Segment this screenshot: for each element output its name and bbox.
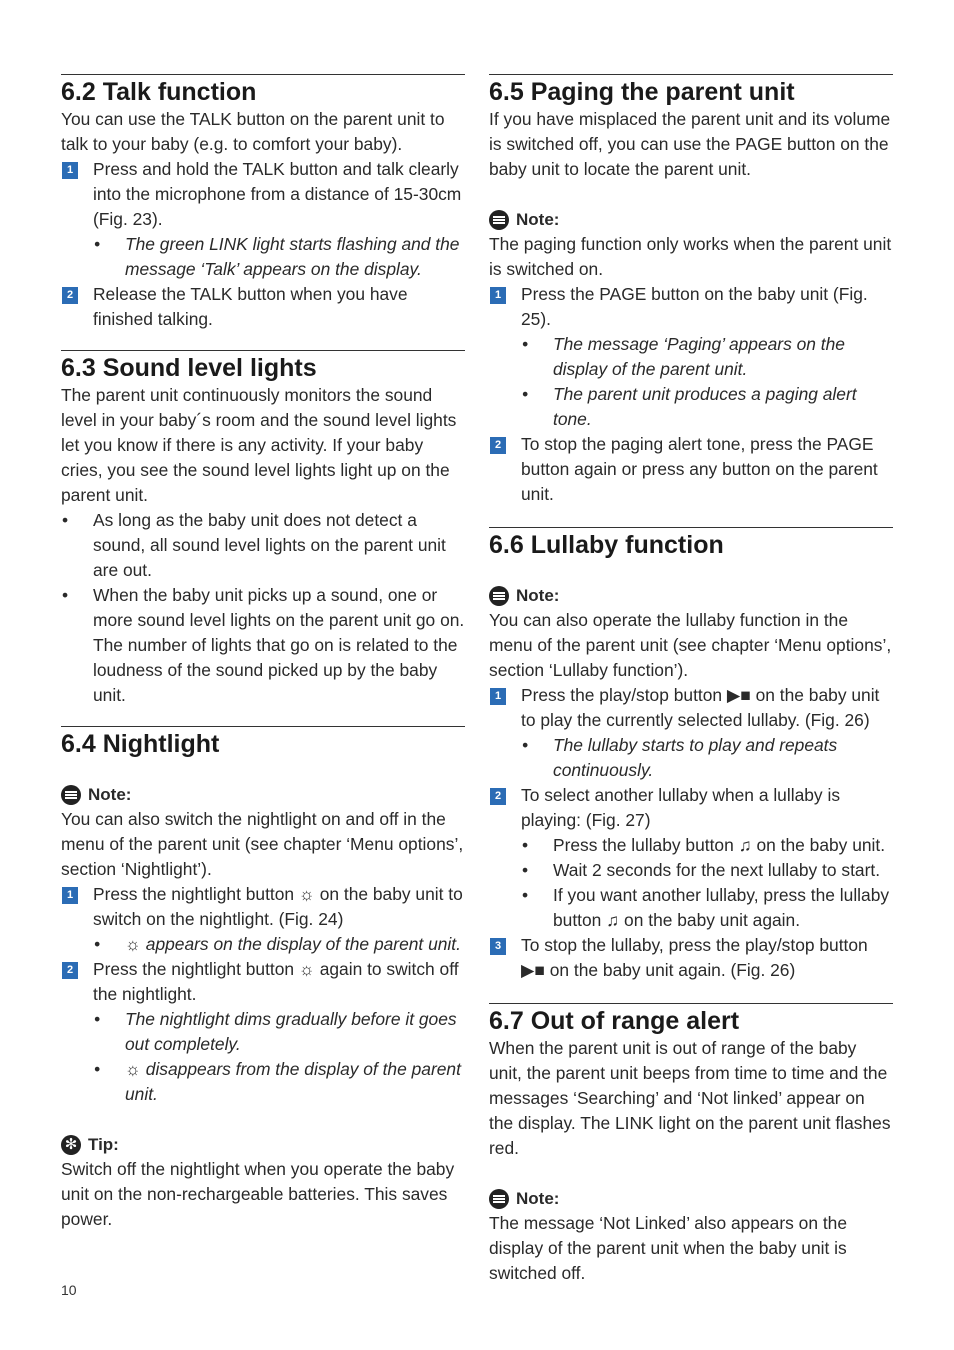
list-item: • As long as the baby unit does not detect a sound, all sound level lights on the parent unit are out. [62, 510, 446, 580]
result-bullet: • The parent unit produces a paging alert tone. [522, 384, 857, 429]
section-intro: If you have misplaced the parent unit and its volume is switched off, you can use the PAGE button on the baby unit to locate the parent unit. [489, 109, 891, 179]
section-6-2 [61, 74, 465, 332]
step-number-badge: 2 [490, 437, 506, 454]
step-number-badge: 2 [62, 962, 78, 979]
step-number-badge: 1 [62, 887, 78, 904]
result-bullet: • ☼ appears on the display of the parent unit. [94, 934, 461, 954]
note-icon [489, 1189, 509, 1209]
step-number-badge: 3 [490, 938, 506, 955]
section-intro: You can use the TALK button on the parent unit to talk to your baby (e.g. to comfort your baby). [61, 109, 445, 154]
page-number: 10 [61, 1282, 77, 1298]
step-3: 3 To stop the lullaby, press the play/stop button ▶■ on the baby unit again. (Fig. 26) [489, 933, 893, 983]
note-text: The paging function only works when the parent unit is switched on. [489, 234, 892, 279]
section-title: 6.2 Talk function [61, 78, 257, 106]
section-title: 6.5 Paging the parent unit [489, 78, 795, 106]
section-title: 6.4 Nightlight [61, 730, 220, 758]
note-heading: Note: [489, 1186, 893, 1211]
step-number-badge: 1 [490, 287, 506, 304]
result-bullet: • The message ‘Paging’ appears on the display of the parent unit. [522, 334, 845, 379]
step-1: 1 Press and hold the TALK button and talk clearly into the microphone from a distance of 15-30cm (Fig. 23). [61, 157, 465, 232]
step-number-badge: 2 [62, 287, 78, 304]
section-intro: When the parent unit is out of range of the baby unit, the parent unit beeps from time to time and the messages ‘Searching’ and ‘Not linked’ appear on the display. The LINK light on the parent unit flashes red. [489, 1038, 891, 1158]
section-6-4 [61, 726, 465, 1232]
section-6-7 [489, 1003, 893, 1286]
section-intro: The parent unit continuously monitors the sound level in your baby´s room and the sound level lights let you know if there is any activity. If your baby cries, you see the sound level lights light up on the parent unit. [61, 385, 457, 505]
sub-bullet: • Press the lullaby button ♫ on the baby unit. [522, 835, 886, 855]
sub-bullet: • If you want another lullaby, press the lullaby button ♫ on the baby unit again. [522, 885, 890, 930]
list-item: • When the baby unit picks up a sound, one or more sound level lights on the parent unit go on. The number of lights that go on is related to the loudness of the sound picked up by the baby unit. [62, 585, 465, 705]
step-2: 2 To stop the paging alert tone, press the PAGE button again or press any button on the parent unit. [489, 432, 893, 507]
section-title: 6.3 Sound level lights [61, 354, 317, 382]
right-column [489, 74, 893, 1286]
note-text: You can also switch the nightlight on and off in the menu of the parent unit (see chapter ‘Menu options’, section ‘Nightlight’). [61, 809, 464, 879]
section-title: 6.7 Out of range alert [489, 1007, 740, 1035]
step-1: 1 Press the PAGE button on the baby unit (Fig. 25). [489, 282, 893, 332]
left-column [61, 74, 465, 1232]
note-icon [489, 586, 509, 606]
tip-text: Switch off the nightlight when you operate the baby unit on the non-rechargeable batteries. This saves power. [61, 1159, 455, 1229]
note-text: You can also operate the lullaby function in the menu of the parent unit (see chapter ‘Menu options’, section ‘Lullaby function’). [489, 610, 892, 680]
section-6-5 [489, 74, 893, 507]
result-bullet: • ☼ disappears from the display of the parent unit. [94, 1059, 461, 1104]
step-1: 1 Press the play/stop button ▶■ on the baby unit to play the currently selected lullaby. (Fig. 26) [489, 683, 893, 733]
sub-bullet: • Wait 2 seconds for the next lullaby to start. [522, 860, 881, 880]
result-bullet: • The nightlight dims gradually before it goes out completely. [94, 1009, 457, 1054]
note-heading: Note: [61, 782, 465, 807]
section-6-6 [489, 527, 893, 983]
note-icon [61, 785, 81, 805]
note-heading: Note: [489, 207, 893, 232]
step-number-badge: 2 [490, 788, 506, 805]
section-6-3 [61, 350, 465, 708]
step-2: 2 To select another lullaby when a lullaby is playing: (Fig. 27) [489, 783, 893, 833]
step-1: 1 Press the nightlight button ☼ on the baby unit to switch on the nightlight. (Fig. 24) [61, 882, 465, 932]
result-bullet: • The green LINK light starts flashing and the message ‘Talk’ appears on the display. [94, 234, 460, 279]
result-bullet: • The lullaby starts to play and repeats continuously. [522, 735, 838, 780]
note-text: The message ‘Not Linked’ also appears on the display of the parent unit when the baby unit is switched off. [489, 1213, 848, 1283]
step-number-badge: 1 [62, 162, 78, 179]
tip-heading: ✻ Tip: [61, 1132, 465, 1157]
tip-icon: ✻ [61, 1135, 81, 1155]
step-2: 2 Release the TALK button when you have finished talking. [61, 282, 465, 332]
step-2: 2 Press the nightlight button ☼ again to switch off the nightlight. [61, 957, 465, 1007]
section-title: 6.6 Lullaby function [489, 531, 724, 559]
step-number-badge: 1 [490, 688, 506, 705]
note-icon [489, 210, 509, 230]
note-heading: Note: [489, 583, 893, 608]
